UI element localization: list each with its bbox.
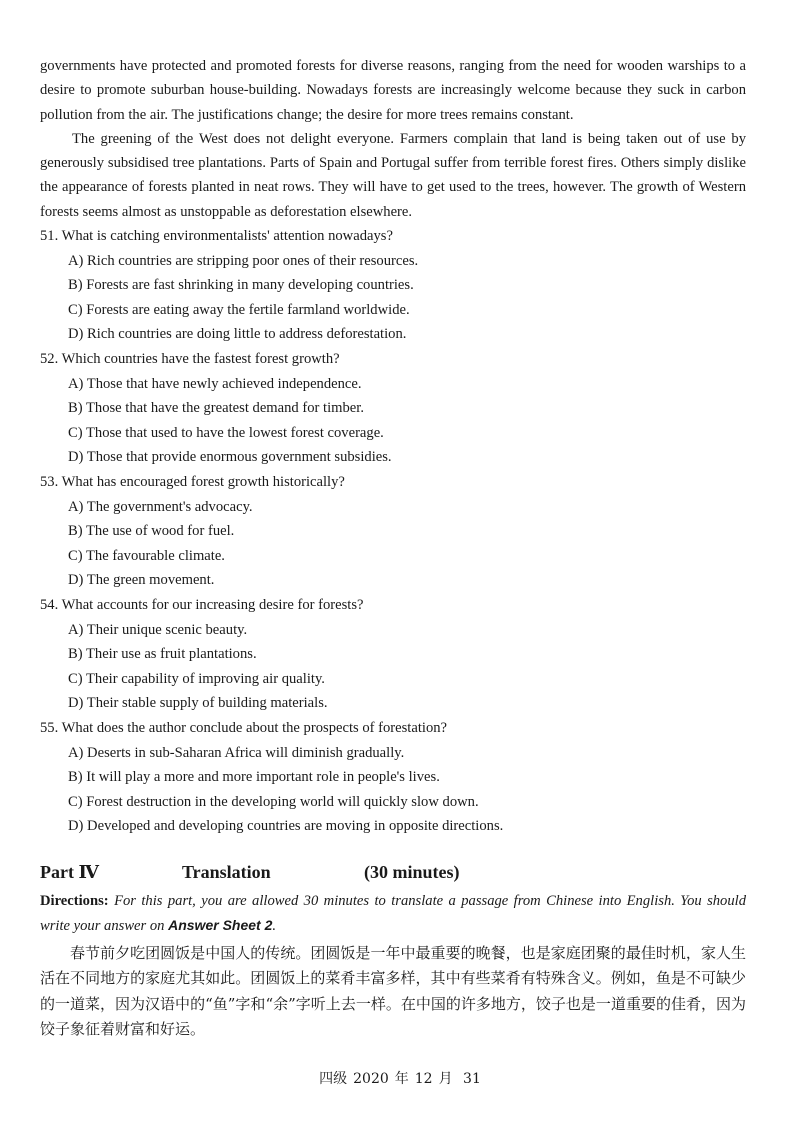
directions [40,889,746,939]
question-list [40,224,746,839]
option-d[interactable]: D) Those that provide enormous government subsidies. [68,449,392,466]
option-d[interactable]: D) Developed and developing countries are moving in opposite directions. [68,818,504,835]
option-b[interactable]: B) Forests are fast shrinking in many developing countries. [68,277,414,294]
directions-end: . [272,918,277,935]
chinese-passage: 春节前夕吃团圆饭是中国人的传统。团圆饭是一年中最重要的晚餐，也是家庭团聚的最佳时机，家人生活在不同地方的家庭尤其如此。团圆饭上的菜肴丰富多样，其中有些菜肴有特殊含义。例如，鱼是不可缺少的一道菜，因为汉语中的“鱼”字和“余”字听上去一样。在中国的许多地方，饺子也是一道重要的佳肴，因为饺子象征着财富和好运。 [40,943,746,1039]
page-footer [0,1068,800,1088]
page-number: 31 [463,1071,481,1087]
option-d[interactable]: D) The green movement. [68,572,215,589]
question-53 [40,470,746,593]
question-stem: 55. What does the author conclude about the prospects of forestation? [40,719,448,736]
option-b[interactable]: B) Those that have the greatest demand for timber. [68,400,364,417]
option-b[interactable]: B) It will play a more and more important role in people's lives. [68,769,440,786]
option-c[interactable]: C) The favourable climate. [68,547,225,564]
option-a[interactable]: A) Their unique scenic beauty. [68,621,248,638]
month-unit: 月 [438,1071,453,1087]
passage-paragraph-1: governments have protected and promoted forests for diverse reasons, ranging from the need for wooden warships to a desire to promote suburban house-building. Nowadays forests are increasingly welcome because they suck in carbon pollution from the air. The justifications change; the desire for more trees remains constant. [40,58,746,123]
question-stem: 53. What has encouraged forest growth historically? [40,474,345,491]
part-label: Part Ⅳ [40,861,99,882]
year-unit: 年 [394,1071,409,1087]
question-51 [40,224,746,347]
part-heading [40,859,746,885]
option-c[interactable]: C) Those that used to have the lowest forest coverage. [68,424,384,441]
section-title: Translation [182,861,271,882]
answer-sheet-label: Answer Sheet 2 [168,917,273,934]
directions-label: Directions: [40,892,109,909]
footer-month: 12 [414,1071,433,1087]
question-55 [40,716,746,839]
option-d[interactable]: D) Rich countries are doing little to address deforestation. [68,326,407,343]
question-52 [40,347,746,470]
passage-paragraph-2: The greening of the West does not delight everyone. Farmers complain that land is being taken out of use by generously subsidised tree plantations. Parts of Spain and Portugal suffer from terrible forest fires. Others simply dislike the appearance of forests planted in neat rows. They will have to get used to the trees, however. The growth of Western forests seems almost as unstoppable as deforestation elsewhere. [40,130,746,220]
option-c[interactable]: C) Forests are eating away the fertile farmland worldwide. [68,301,410,318]
exam-page [40,54,746,1043]
option-c[interactable]: C) Their capability of improving air quality. [68,670,325,687]
question-54 [40,593,746,716]
question-stem: 51. What is catching environmentalists' attention nowadays? [40,228,393,245]
directions-text: For this part, you are allowed 30 minutes to translate a passage from Chinese into English. You should write your answer on [40,892,746,935]
option-a[interactable]: A) Deserts in sub-Saharan Africa will diminish gradually. [68,744,405,761]
option-a[interactable]: A) Rich countries are stripping poor ones of their resources. [68,252,419,269]
footer-year: 2020 [353,1071,389,1087]
option-a[interactable]: A) The government's advocacy. [68,498,253,515]
question-stem: 54. What accounts for our increasing desire for forests? [40,596,364,613]
option-d[interactable]: D) Their stable supply of building materials. [68,695,328,712]
exam-level: 四级 [319,1071,348,1087]
option-b[interactable]: B) Their use as fruit plantations. [68,646,257,663]
option-a[interactable]: A) Those that have newly achieved independence. [68,375,362,392]
time-label: (30 minutes) [364,861,460,882]
option-b[interactable]: B) The use of wood for fuel. [68,523,235,540]
option-c[interactable]: C) Forest destruction in the developing world will quickly slow down. [68,793,479,810]
question-stem: 52. Which countries have the fastest forest growth? [40,351,340,368]
